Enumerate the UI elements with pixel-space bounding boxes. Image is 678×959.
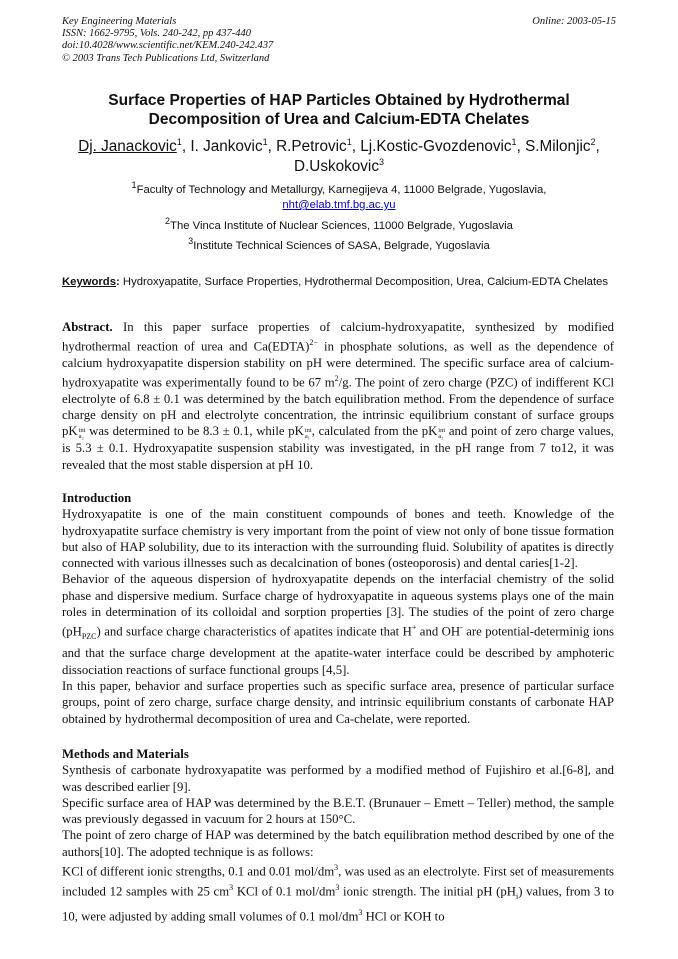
author-affiliation-mark: 1 [262,136,268,147]
superscript: 3 [335,882,340,892]
abstract-text: and point of zero charge values, is 5.3 ± 0.1. Hydroxyapatite suspension stability was investigated, in the pH range from 7 to12, it was revealed that the most stable dispersion at pH 10. [62,424,614,472]
superscript: 3 [358,907,363,917]
abstract-text: /g. The point of zero charge (PZC) of indifferent KCl electrolyte of 6.8 ± 0.1 was determined by the batch equilibration method. From the dependence of surface charge density on pH and electrolyte concentration, the intrinsic equilibrium constant of surface groups [62,375,614,422]
superscript: 3 [229,882,234,892]
author-list: Dj. Janackovic$^1$, I. Jankovic$^1$, R.Petrovic$^1$, Lj.Kostic-Gvozdenovic$^1$, S.Milonjic$^2$, D.Uskokovic$^3$ [78,136,600,175]
affiliation-text: Institute Technical Sciences of SASA, Belgrade, Yugoslavia [193,240,490,252]
affiliation-number: 3 [188,236,194,247]
paragraph: Synthesis of carbonate hydroxyapatite was performed by a modified method of Fujishiro et al.[6-8], and was described earlier [9]. [62,763,614,794]
affiliation-3 [62,236,616,254]
text: KCl of different ionic strengths, 0.1 and 0.01 mol/dm [62,864,335,879]
abstract-text: , calculated from the [311,424,422,439]
section-heading: Methods and Materials [62,747,189,761]
pk-base: pK [62,424,78,439]
pk-base: pK [421,424,438,439]
keywords-block: Keywords: Hydroxyapatite, Surface Properties, Hydrothermal Decomposition, Urea, Calcium-EDTA Chelates [62,276,609,288]
text: ) values, from 3 to 10, were adjusted by adding small volumes of 0.1 mol/dm [62,883,614,923]
paragraph: The point of zero charge of HAP was determined by the batch equilibration method described by one of the authors[10]. The adopted technique is as follows: [62,828,614,859]
section-heading: Introduction [62,491,132,505]
text: are potential-determinig ions and that the surface charge development at the apatite-water interface could be described by amphoteric dissociation reactions of surface functional groups [4,5]. [62,624,614,677]
author-name: Lj.Kostic-Gvozdenovic [360,138,512,155]
text: and OH [416,624,461,639]
pk-sub: a₂ [78,433,84,441]
pk-int: int [78,427,86,435]
journal-name: Key Engineering Materials [62,16,177,27]
author-name: D.Uskokovic [293,158,379,175]
text: ionic strength. The initial pH (pH [339,883,516,898]
pk-base: pK [288,424,304,439]
superscript: - [460,623,463,633]
introduction-section [62,490,614,727]
author-affiliation-mark: 1 [511,136,517,147]
text: HCl or KOH to [362,908,445,923]
paragraph: Hydroxyapatite is one of the main constituent compounds of bones and teeth. Knowledge of the hydroxyapatite surface chemistry is very important from the point of view not only of bone tissue formation but also of HAP solubility, due to its interaction with the surrounding fluid. Solubility of apatites is directly connected with various illnesses such as decalcination of bones (osteoporosis) and dental caries[1-2]. [62,507,614,571]
superscript: 3 [334,863,339,873]
abstract-text: was determined to be 8.3 ± 0.1, while [85,424,289,439]
methods-section [62,746,614,924]
affiliation-1 [62,180,616,213]
copyright-line: © 2003 Trans Tech Publications Ltd, Switzerland [62,52,270,64]
subscript: i [515,891,519,901]
abstract-text: in phosphate solutions, as well as the dependence of calcium hydroxyapatite dispersion stability on pH were determined. The specific surface area of calcium-hydroxyapatite was experimentally found to be 67 m [62,339,614,390]
affiliation-number: 2 [165,216,171,227]
author-name: S.Milonjic [525,138,591,155]
pk-a2-symbol [62,424,86,441]
abstract [62,319,614,473]
author-name: R.Petrovic [276,138,347,155]
author-name: I. Jankovic [190,138,263,155]
doi-line: doi:10.4028/www.scientific.net/KEM.240-242.437 [62,40,274,52]
author-affiliation-mark: 1 [346,136,352,147]
paragraph: Specific surface area of HAP was determined by the B.E.T. (Brunauer – Emett – Teller) method, the sample was previously degassed in vacuum for 2 hours at 150°C. [62,795,614,827]
issn-line: ISSN: 1662-9795, Vols. 240-242, pp 437-440 [62,28,251,40]
affiliation-text: The Vinca Institute of Nuclear Sciences, 11000 Belgrade, Yugoslavia [170,220,513,232]
author-affiliation-mark: 1 [176,136,182,147]
affiliation-text: Faculty of Technology and Metallurgy, Karnegijeva 4, 11000 Belgrade, Yugoslavia, [136,184,547,196]
keywords-text: Hydroxyapatite, Surface Properties, Hydrothermal Decomposition, Urea, Calcium-EDTA Chelates [122,276,609,288]
author-affiliation-mark: 3 [378,156,384,167]
email-link[interactable]: nht@elab.tmf.bg.ac.yu [282,199,396,211]
author-name: Dj. Janackovic [78,138,177,155]
paragraph: In this paper, behavior and surface properties such as specific surface area, presence of particular surface groups, point of zero charge, surface charge density, and intrinsic equilibrium constants of carbonate HAP obtained by hydrothermal decomposition of urea and Ca-chelate, were reported. [62,679,614,726]
abstract-text: In this paper surface properties of calcium-hydroxyapatite, synthesized by modified hydrothermal reaction of urea and Ca(EDTA) [62,320,615,354]
author-affiliation-mark: 2 [590,136,596,147]
pk-a2-symbol [421,424,446,441]
superscript: + [411,623,417,633]
text: , was used as an electrolyte. First set of measurements included 12 samples with 25 cm [62,864,614,898]
superscript: 2− [309,338,318,348]
abstract-label: Abstract. [62,320,113,334]
pk-sub: a₂ [438,433,444,441]
affiliation-2 [62,216,616,234]
title-line-2: Decomposition of Urea and Calcium-EDTA Chelates [148,111,530,128]
journal-header [62,16,273,65]
pk-a1-symbol [288,424,312,441]
affiliation-number: 1 [131,180,137,191]
pk-sub: a₁ [304,433,310,441]
pk-int: int [438,427,446,435]
superscript: 2 [334,374,339,384]
subscript: PZC [81,632,97,642]
text: KCl of 0.1 mol/dm [233,883,336,898]
keywords-label: Keywords [62,276,116,288]
online-date: Online: 2003-05-15 [532,16,616,27]
paragraph [62,860,614,924]
text: Behavior of the aqueous dispersion of hydroxyapatite depends on the interfacial chemistry of the solid phase and dispersive medium. Surface charge of hydroxyapatite in aqueous systems plays one of the main roles in determination of its colloidal and sorption properties [3]. The studies of the point of zero charge (pH [62,572,614,639]
pk-int: int [304,427,312,435]
title-line-1: Surface Properties of HAP Particles Obtained by Hydrothermal [108,92,570,109]
paragraph [62,571,614,678]
text: ) and surface charge characteristics of apatites indicate that H [96,624,412,639]
paper-title [62,91,616,129]
